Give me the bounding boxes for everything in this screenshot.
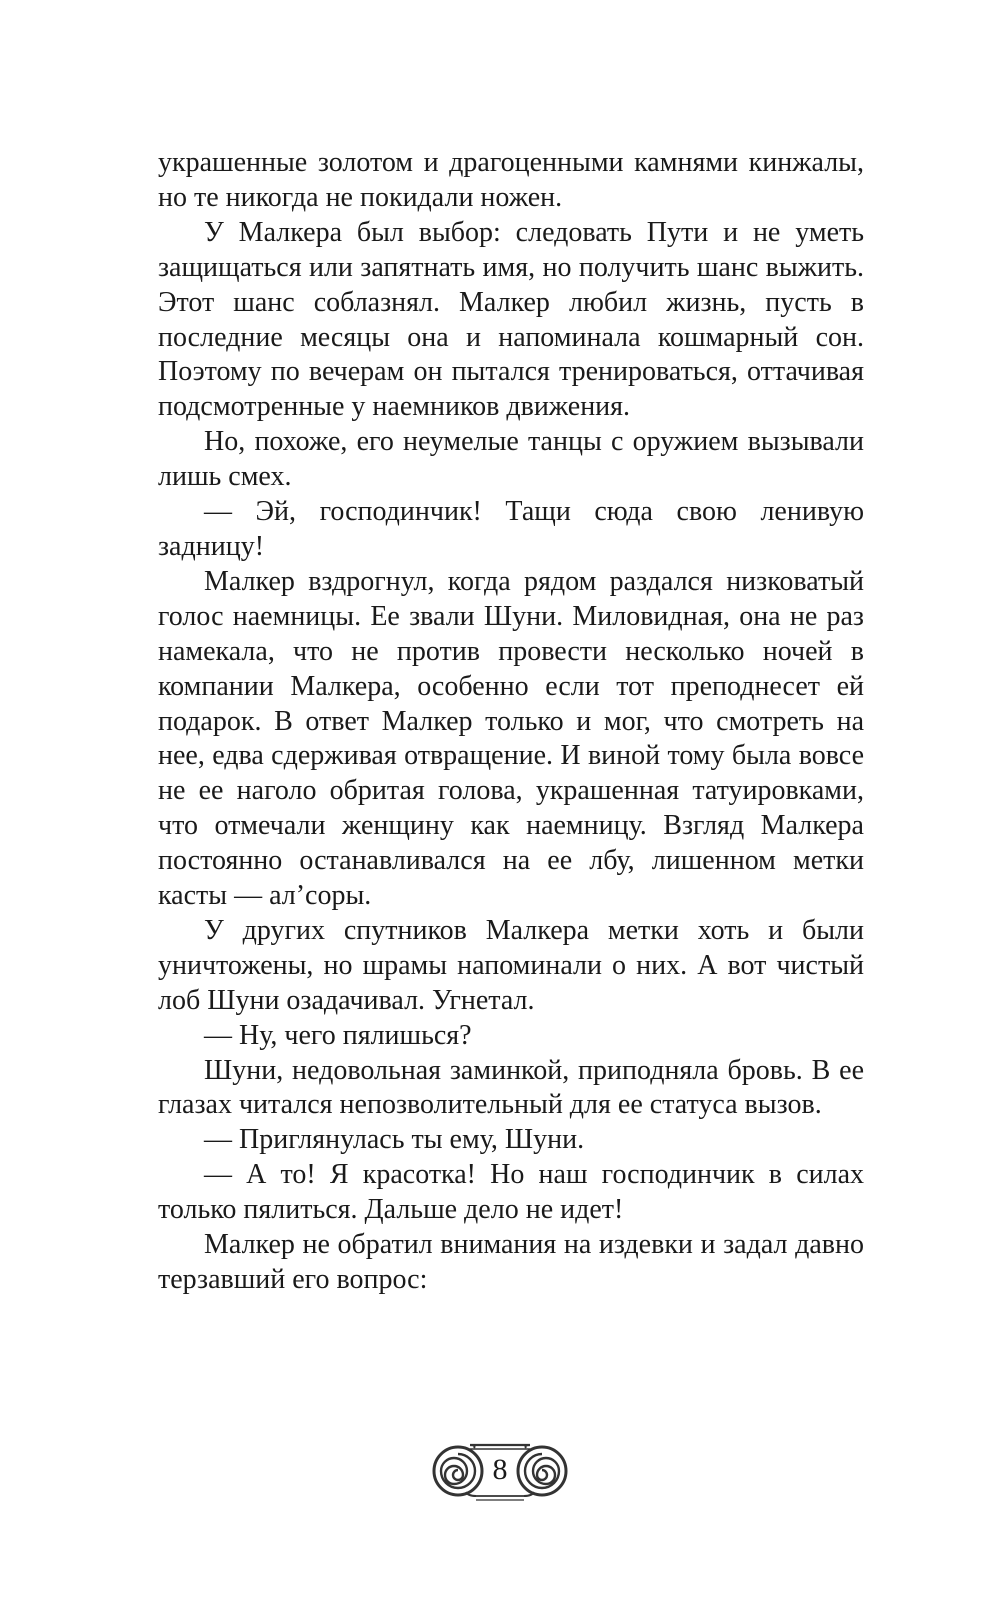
page-footer bbox=[0, 1436, 1000, 1506]
paragraph: Малкер не обратил внимания на издевки и задал давно терзавший его вопрос: bbox=[158, 1229, 864, 1295]
paragraph: Но, похоже, его неумелые танцы с оружием вызывали лишь смех. bbox=[158, 426, 864, 493]
page-body-text bbox=[158, 146, 864, 1298]
paragraph: — Эй, господинчик! Тащи сюда свою ленивую задницу! bbox=[158, 496, 864, 562]
paragraph: украшенные золотом и драгоценными камнями кинжалы, но те никогда не покидали ножен. bbox=[158, 147, 864, 213]
page-number: 8 bbox=[492, 1453, 508, 1486]
paragraph: Шуни, недовольная заминкой, приподняла бровь. В ее глазах читался непозволительный для ее статуса вызов. bbox=[158, 1054, 864, 1121]
paragraph: — Приглянулась ты ему, Шуни. bbox=[204, 1124, 585, 1156]
paragraph: У Малкера был выбор: следовать Пути и не уметь защищаться или запятнать имя, но получить шанс выжить. Этот шанс соблазнял. Малкер любил жизнь, пусть в последние месяцы она и напоминала кошмарный сон. Поэтому по вечерам он пытался тренироваться, оттачивая подсмотренные у наемников движения. bbox=[158, 216, 864, 423]
paragraph: — А то! Я красотка! Но наш господинчик в силах только пялиться. Дальше дело не идет! bbox=[158, 1159, 864, 1226]
paragraph: Малкер вздрогнул, когда рядом раздался низковатый голос наемницы. Ее звали Шуни. Миловидная, она не раз намекала, что не против провести несколько ночей в компании Малкера, особенно если тот преподнесет ей подарок. В ответ Малкер только и мог, что смотреть на нее, едва сдерживая отвращение. И виной тому была вовсе не ее наголо обритая голова, украшенная татуировками, что отмечали женщину как наемницу. Взгляд Малкера постоянно останавливался на ее лбу, лишенном метки касты — ал’соры. bbox=[158, 565, 864, 912]
paragraph: У других спутников Малкера метки хоть и были уничтожены, но шрамы напоминали о них. А вот чистый лоб Шуни озадачивал. Угнетал. bbox=[158, 914, 864, 1016]
paragraph: — Ну, чего пялишься? bbox=[204, 1019, 472, 1051]
